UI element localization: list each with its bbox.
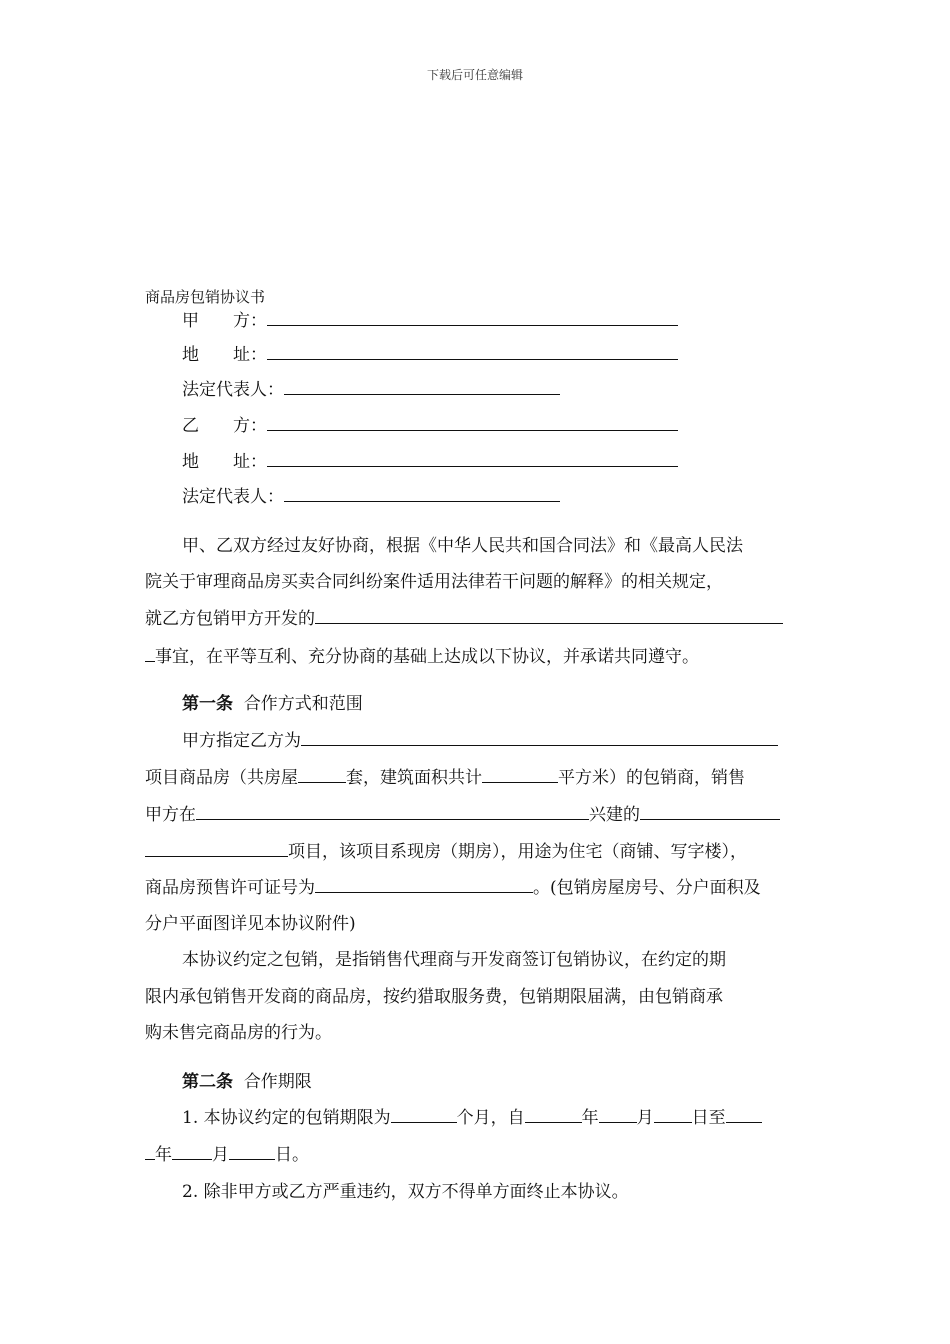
article-2-item-1 [182, 1106, 762, 1130]
article-1-line-1-text: 甲方指定乙方为 [182, 731, 301, 751]
article-1-line-3b: 兴建的 [589, 805, 640, 825]
article-1-line-6: 分户平面图详见本协议附件) [145, 914, 356, 934]
article-1-line-4 [145, 840, 747, 864]
address-a-blank[interactable] [267, 343, 678, 360]
party-a-row [182, 309, 678, 333]
document-title: 商品房包销协议书 [145, 288, 266, 306]
rep-a-blank[interactable] [284, 378, 560, 395]
article-2-heading [182, 1070, 312, 1094]
article-1-line-3a: 甲方在 [145, 805, 196, 825]
months-blank[interactable] [391, 1106, 457, 1123]
article-1-line-5 [145, 876, 761, 900]
project-blank-cont[interactable] [145, 645, 155, 662]
article-2-title: 合作期限 [243, 1072, 312, 1092]
start-day-blank[interactable] [654, 1106, 692, 1123]
article-1-para-2-line-2: 限内承包销售开发商的商品房，按约猎取服务费，包销期限届满，由包销商承 [145, 987, 723, 1007]
article-1-heading [182, 692, 363, 716]
article-2-item-1a: 1. 本协议约定的包销期限为 [182, 1108, 391, 1128]
article-1-line-2b: 套，建筑面积共计 [346, 768, 482, 788]
rep-b-blank[interactable] [284, 485, 560, 502]
party-b-row [182, 414, 678, 438]
end-year-blank[interactable] [726, 1106, 762, 1123]
article-1-line-2a: 项目商品房（共房屋 [145, 768, 298, 788]
intro-line-4-text: 事宜，在平等互利、充分协商的基础上达成以下协议，并承诺共同遵守。 [155, 647, 699, 667]
intro-line-3-text: 就乙方包销甲方开发的 [145, 609, 315, 629]
agent-project-blank[interactable] [301, 729, 778, 746]
article-1-line-5a: 商品房预售许可证号为 [145, 878, 315, 898]
location-blank[interactable] [196, 803, 589, 820]
intro-line-2: 院关于审理商品房买卖合同纠纷案件适用法律若干问题的解释》的相关规定， [145, 572, 723, 592]
article-2-item-1f: 年 [155, 1145, 172, 1165]
address-b-blank[interactable] [267, 450, 678, 467]
party-a-label: 甲 方： [182, 311, 267, 331]
project-blank[interactable] [315, 607, 783, 624]
units-blank[interactable] [298, 766, 346, 783]
article-1-para-2-line-3: 购未售完商品房的行为。 [145, 1023, 332, 1043]
article-1-line-1 [182, 729, 778, 753]
rep-b-label: 法定代表人： [182, 487, 284, 507]
end-day-blank[interactable] [229, 1143, 275, 1160]
article-2-item-1e: 日至 [691, 1108, 726, 1128]
article-1-line-5b: 。(包销房屋房号、分户面积及 [533, 878, 761, 898]
article-1-line-3 [145, 803, 780, 827]
article-1-para-2-line-1: 本协议约定之包销，是指销售代理商与开发商签订包销协议，在约定的期 [182, 950, 726, 970]
address-b-row [182, 450, 678, 474]
address-a-label: 地 址： [182, 345, 267, 365]
article-2-item-1-cont [145, 1143, 309, 1167]
article-1-line-2 [145, 766, 745, 790]
article-2-item-1h: 日。 [275, 1145, 309, 1165]
article-2-item-1g: 月 [212, 1145, 229, 1165]
address-a-row [182, 343, 678, 367]
rep-a-label: 法定代表人： [182, 380, 284, 400]
article-1-line-4-text: 项目，该项目系现房（期房），用途为住宅（商铺、写字楼）， [288, 842, 747, 862]
intro-line-3 [145, 607, 783, 631]
party-b-blank[interactable] [267, 414, 678, 431]
article-2-item-1d: 月 [636, 1108, 654, 1128]
article-1-number: 第一条 [182, 694, 233, 714]
intro-line-1: 甲、乙双方经过友好协商，根据《中华人民共和国合同法》和《最高人民法 [182, 536, 743, 556]
start-month-blank[interactable] [599, 1106, 637, 1123]
article-2-number: 第二条 [182, 1072, 233, 1092]
intro-line-4 [145, 645, 699, 669]
article-2-item-1c: 年 [581, 1108, 599, 1128]
permit-number-blank[interactable] [315, 876, 533, 893]
party-b-label: 乙 方： [182, 416, 267, 436]
party-a-blank[interactable] [267, 309, 678, 326]
project-name-blank-cont[interactable] [145, 840, 288, 857]
article-2-item-2: 2. 除非甲方或乙方严重违约，双方不得单方面终止本协议。 [182, 1182, 629, 1202]
rep-a-row [182, 378, 560, 402]
article-1-line-2c: 平方米）的包销商，销售 [558, 768, 745, 788]
end-month-blank[interactable] [172, 1143, 212, 1160]
address-b-label: 地 址： [182, 452, 267, 472]
page-header: 下载后可任意编辑 [426, 68, 523, 82]
article-2-item-1b: 个月，自 [456, 1108, 525, 1128]
end-year-blank-cont[interactable] [145, 1143, 155, 1160]
article-1-title: 合作方式和范围 [243, 694, 363, 714]
rep-b-row [182, 485, 560, 509]
project-name-blank[interactable] [640, 803, 780, 820]
area-blank[interactable] [482, 766, 558, 783]
start-year-blank[interactable] [525, 1106, 582, 1123]
